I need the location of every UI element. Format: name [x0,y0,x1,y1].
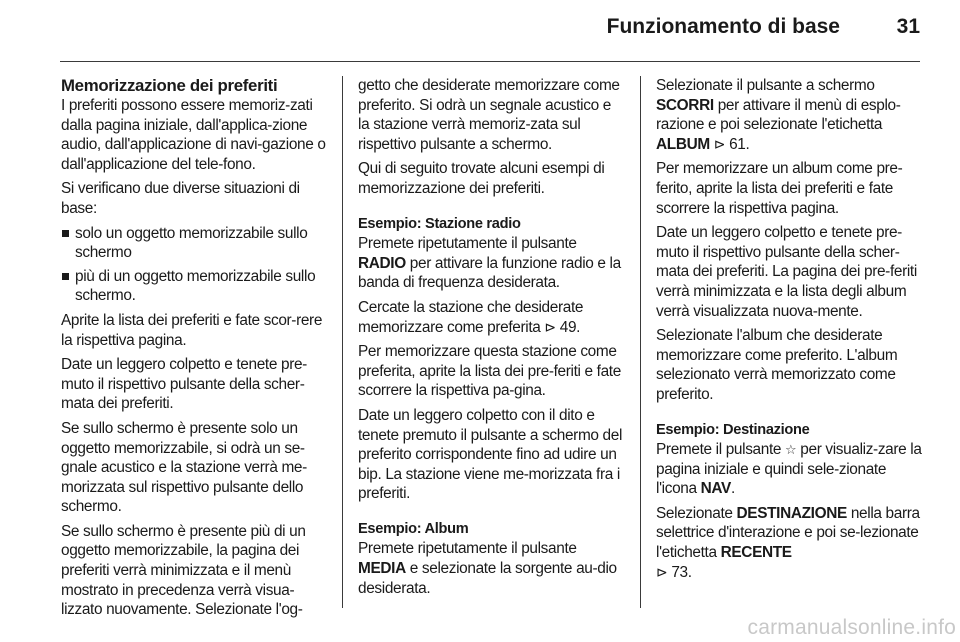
page-reference: 73. [667,563,692,581]
page-reference: 61. [725,135,750,153]
paragraph [358,539,626,598]
bullet-list [61,224,326,306]
paragraph: Se sullo schermo è presente più di un oggetto memorizzabile, la pagina dei preferiti verrà minimizzata e il menù mostrato in precedenza verrà visua-lizzato nuovamente. Selezionate l'og- [61,522,306,619]
paragraph: Qui di seguito trovate alcuni esempi di memorizzazione dei preferiti. [358,160,605,197]
header-divider [60,61,920,62]
column-divider-1 [342,76,343,608]
paragraph: Se sullo schermo è presente solo un oggetto memorizzabile, si odrà un se-gnale acustico e la stazione verrà me-morizzata sul rispettivo pulsante dello schermo. [61,419,307,516]
example-heading-radio: Esempio: Stazione radio [358,215,521,232]
paragraph: Per memorizzare un album come pre-ferito, aprite la lista dei preferiti e fate scorrere la rispettiva pagina. [656,160,903,217]
text: . [730,480,735,498]
text: e selezionate la sorgente au-dio desiderata. [358,560,617,597]
paragraph: Per memorizzare questa stazione come preferita, aprite la lista dei pre-feriti e fate scorrere la rispettiva pa-gina. [358,343,621,400]
paragraph [656,440,924,499]
text: Premete ripetutamente il pulsante [358,540,577,558]
page-reference-icon: ⊳ [544,318,556,335]
section-heading: Memorizzazione dei preferiti [61,76,278,95]
paragraph: Selezionate l'album che desiderate memorizzare come preferito. L'album selezionato verrà memorizzato come preferito. [656,327,898,403]
paragraph: Si verificano due diverse situazioni di base: [61,180,300,217]
nav-icon-label: NAV [700,480,731,498]
paragraph: Date un leggero colpetto e tenete pre-muto il rispettivo pulsante della scher-mata dei preferiti. [61,356,307,413]
paragraph: I preferiti possono essere memoriz-zati dalla pagina iniziale, dall'applica-zione audio, dall'applicazione di navi-gazione o dall'applicazione del tele-fono. [61,97,326,173]
text: Cercate la stazione che desiderate memorizzare come preferita [358,298,584,336]
album-tab-label: ALBUM [656,135,710,153]
paragraph: getto che desiderate memorizzare come preferito. Si odrà un segnale acustico e la stazione verrà memoriz-zata sul rispettivo pulsante a schermo. [358,77,620,153]
paragraph [358,298,626,337]
destination-label: DESTINAZIONE [736,504,847,522]
radio-button-label: RADIO [358,254,406,272]
home-star-icon: ☆ [785,442,797,458]
paragraph [656,504,924,582]
column-1 [61,76,326,625]
paragraph [358,234,626,293]
text: nella barra selettrice d'interazione e poi se-lezionate l'etichetta [656,504,920,562]
column-divider-2 [640,76,641,608]
text: per attivare il menù di esplo-razione e poi selezionate l'etichetta [656,96,901,134]
paragraph [656,76,924,154]
paragraph: Aprite la lista dei preferiti e fate scor-rere la rispettiva pagina. [61,311,323,349]
page-number: 31 [896,15,920,38]
text: per visualiz-zare la pagina iniziale e quindi sele-zionate l'icona [656,441,922,498]
column-2 [358,76,626,603]
example-heading-album: Esempio: Album [358,520,469,537]
page-title: Funzionamento di base [606,15,840,38]
page-reference: 49. [555,318,581,336]
page-reference-icon: ⊳ [656,563,668,580]
text: Selezionate [656,504,737,522]
text: per attivare la funzione radio e la banda di frequenza desiderata. [358,254,621,292]
text: Selezionate il pulsante a schermo [656,77,875,94]
watermark: carmanualsonline.info [747,616,956,639]
list-item: più di un oggetto memorizzabile sullo schermo. [61,267,326,306]
text: Premete ripetutamente il pulsante [358,235,577,253]
paragraph: Date un leggero colpetto con il dito e tenete premuto il pulsante a schermo del preferito corrispondente fino ad udire un bip. La stazione viene me-morizzata fra i preferiti. [358,406,623,503]
media-button-label: MEDIA [358,560,406,578]
example-heading-destination: Esempio: Destinazione [656,421,810,438]
paragraph: Date un leggero colpetto e tenete pre-muto il rispettivo pulsante della scher-mata dei preferiti. La pagina dei pre-feriti verrà minimizzata e la lista degli album verrà visualizzata nuova-mente. [656,224,917,320]
page-reference-icon: ⊳ [713,135,726,152]
scroll-button-label: SCORRI [656,96,714,114]
column-3 [656,76,924,587]
recent-tab-label: RECENTE [720,544,792,562]
list-item: solo un oggetto memorizzabile sullo schermo [61,224,326,263]
page-header [0,0,960,62]
text: Premete il pulsante [656,441,786,459]
